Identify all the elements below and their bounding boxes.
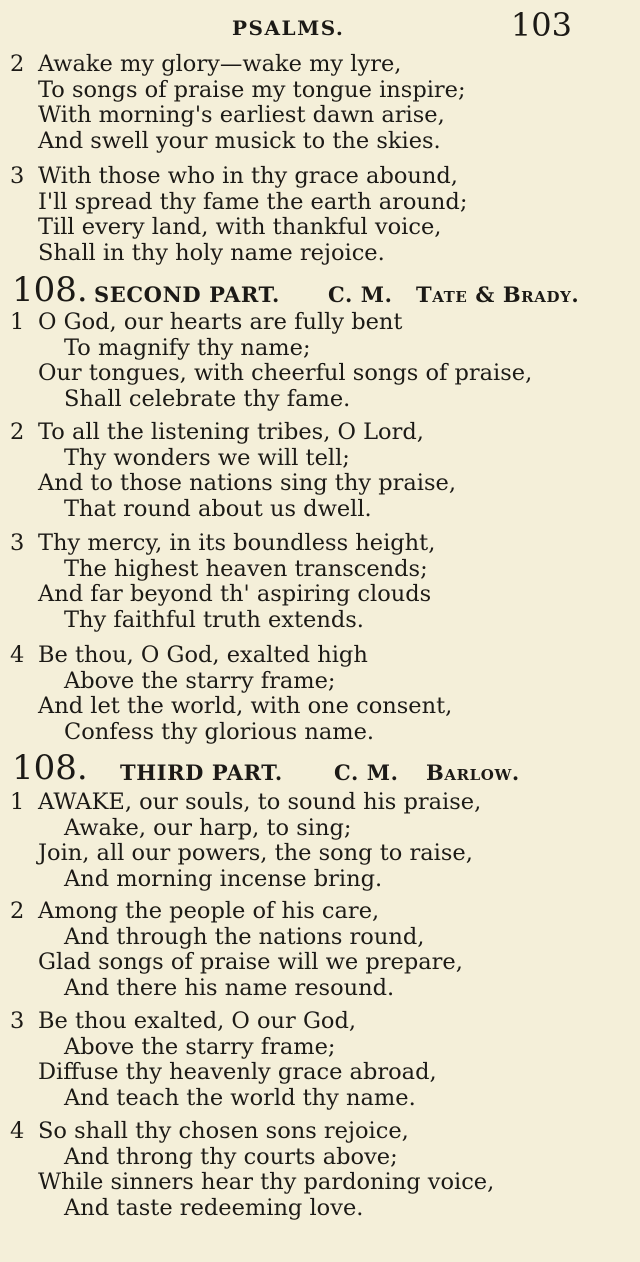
verse-line: Above the starry frame; (64, 667, 336, 694)
hymn-number: 108. (12, 748, 88, 788)
verse-number: 4 (10, 642, 25, 668)
verse-line: Confess thy glorious name. (64, 718, 375, 745)
verse-line: And far beyond th' aspiring clouds (38, 581, 432, 607)
verse-line: And through the nations round, (64, 923, 425, 950)
hymn-part: THIRD PART. (120, 760, 283, 785)
verse-line: Awake my glory—wake my lyre, (38, 51, 402, 77)
verse-line: So shall thy chosen sons rejoice, (38, 1118, 409, 1144)
verse-line: With those who in thy grace abound, (38, 163, 458, 189)
verse-line: Above the starry frame; (64, 1033, 336, 1060)
verse-line: And let the world, with one consent, (38, 693, 453, 719)
hymn-number: 108. (12, 270, 88, 310)
verse-line: Thy faithful truth extends. (64, 606, 364, 633)
hymn-author: Barlow. (426, 760, 520, 785)
verse-line: Till every land, with thankful voice, (38, 214, 442, 240)
verse-line: To magnify thy name; (64, 334, 311, 361)
stanza (10, 1009, 630, 1111)
stanza (10, 164, 630, 266)
stanza (10, 420, 630, 522)
verse-line: That round about us dwell. (64, 495, 372, 522)
verse-line: And swell your musick to the skies. (38, 127, 441, 154)
hymn-part: SECOND PART. (94, 282, 280, 307)
stanza (10, 790, 630, 892)
verse-line: And there his name resound. (64, 974, 395, 1001)
verse-line: Be thou exalted, O our God, (38, 1008, 357, 1034)
verse-line: And teach the world thy name. (64, 1084, 416, 1111)
verse-line: O God, our hearts are fully bent (38, 309, 403, 335)
verse-line: While sinners hear thy pardoning voice, (38, 1169, 495, 1195)
verse-line: Awake, our harp, to sing; (64, 814, 352, 841)
hymn-heading (12, 748, 632, 788)
verse-number: 3 (10, 1008, 25, 1034)
verse-line: Thy wonders we will tell; (64, 444, 350, 471)
hymn-meter: C. M. (334, 760, 399, 785)
verse-line: To all the listening tribes, O Lord, (38, 419, 424, 445)
verse-number: 4 (10, 1118, 25, 1144)
verse-line: Diffuse thy heavenly grace abroad, (38, 1059, 437, 1085)
verse-number: 2 (10, 419, 25, 445)
stanza (10, 310, 630, 412)
verse-line: Glad songs of praise will we prepare, (38, 949, 463, 975)
stanza (10, 643, 630, 745)
stanza (10, 52, 630, 154)
verse-line: Our tongues, with cheerful songs of praise, (38, 360, 533, 386)
verse-line: And to those nations sing thy praise, (38, 470, 456, 496)
verse-line: Thy mercy, in its boundless height, (38, 530, 436, 556)
verse-line: To songs of praise my tongue inspire; (38, 76, 466, 103)
verse-line: The highest heaven transcends; (64, 555, 428, 582)
stanza (10, 899, 630, 1001)
verse-line: Shall celebrate thy fame. (64, 385, 351, 412)
hymn-heading (12, 270, 632, 310)
verse-line: Among the people of his care, (38, 898, 380, 924)
stanza (10, 531, 630, 633)
verse-line: AWAKE, our souls, to sound his praise, (38, 789, 482, 815)
verse-line: And morning incense bring. (64, 865, 383, 892)
verse-number: 1 (10, 309, 25, 335)
verse-line: With morning's earliest dawn arise, (38, 102, 445, 128)
hymn-author: Tate & Brady. (416, 282, 580, 307)
verse-number: 3 (10, 163, 25, 189)
stanza (10, 1119, 630, 1221)
verse-line: Shall in thy holy name rejoice. (38, 239, 385, 266)
verse-line: Be thou, O God, exalted high (38, 642, 368, 668)
verse-number: 2 (10, 898, 25, 924)
verse-number: 2 (10, 51, 25, 77)
hymn-meter: C. M. (328, 282, 393, 307)
page-number: 103 (510, 6, 572, 44)
verse-number: 1 (10, 789, 25, 815)
verse-line: I'll spread thy fame the earth around; (38, 188, 468, 215)
running-title: PSALMS. (232, 16, 345, 40)
verse-line: Join, all our powers, the song to raise, (38, 840, 473, 866)
verse-line: And throng thy courts above; (64, 1143, 398, 1170)
verse-number: 3 (10, 530, 25, 556)
running-head (0, 6, 640, 44)
verse-line: And taste redeeming love. (64, 1194, 364, 1221)
